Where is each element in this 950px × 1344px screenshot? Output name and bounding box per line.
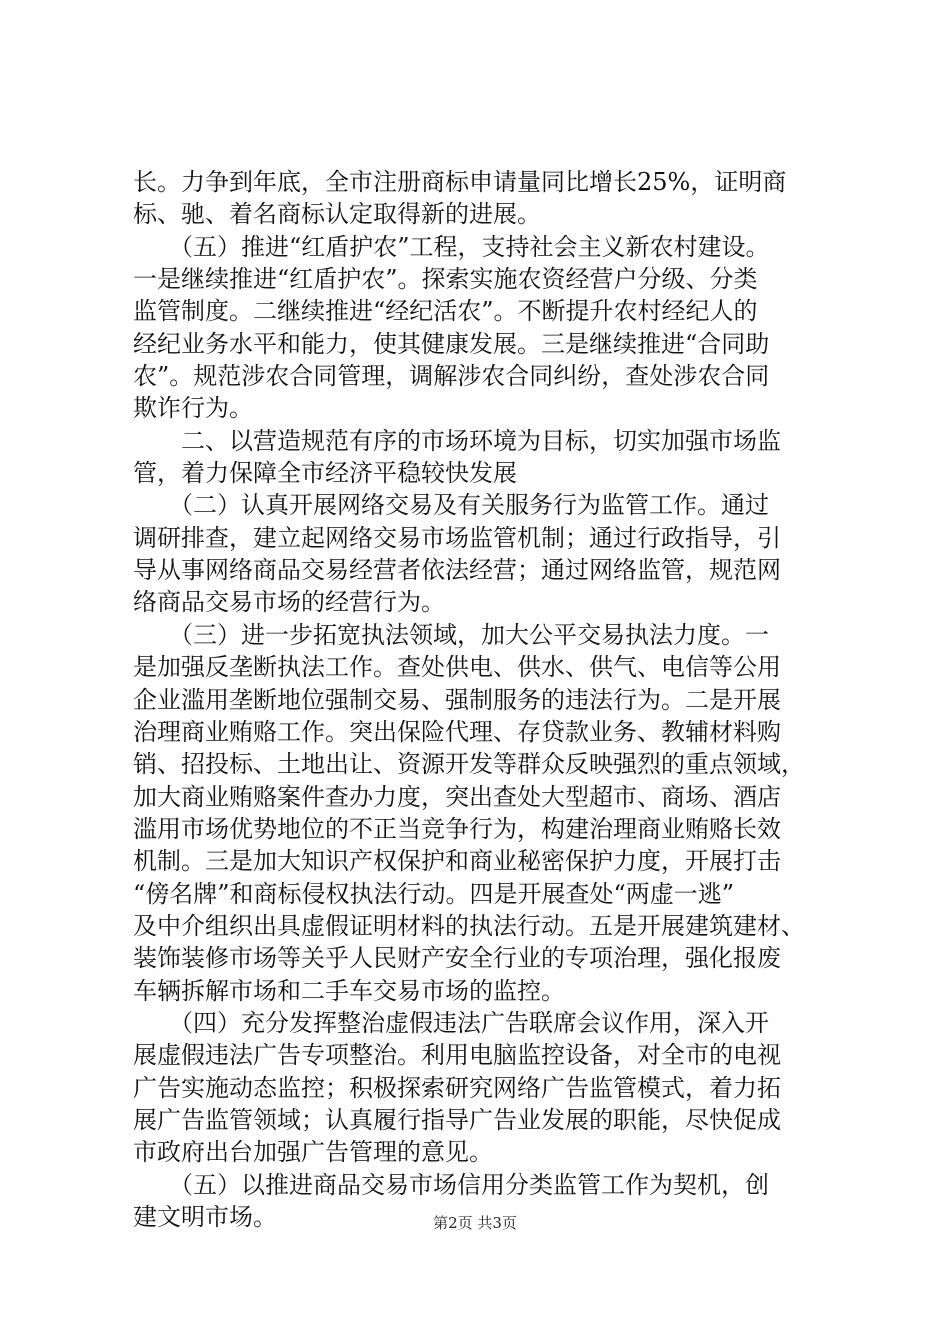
text-line: 装饰装修市场等关乎人民财产安全行业的专项治理，强化报废 (133, 944, 781, 973)
text-line: 监管制度。二继续推进“经纪活农”。不断提升农村经纪人的 (133, 297, 758, 326)
text-line: 二、以营造规范有序的市场环境为目标，切实加强市场监 (133, 426, 781, 455)
text-line: 是加强反垄断执法工作。查处供电、供水、供气、电信等公用 (133, 653, 781, 682)
text-line: （二）认真开展网络交易及有关服务行为监管工作。通过 (133, 491, 769, 520)
text-line: （五）以推进商品交易市场信用分类监管工作为契机，创 (133, 1170, 769, 1199)
text-line: 农”。规范涉农合同管理，调解涉农合同纠纷，查处涉农合同 (133, 362, 770, 391)
text-line: 欺诈行为。 (133, 394, 253, 423)
text-line: 及中介组织出具虚假证明材料的执法行动。五是开展建筑建材、 (133, 911, 805, 940)
text-line: 机制。三是加大知识产权保护和商业秘密保护力度，开展打击 (133, 847, 781, 876)
document-body (133, 166, 833, 1233)
page-footer: 第2页 共3页 (433, 1214, 517, 1232)
text-line: 广告实施动态监控；积极探索研究网络广告监管模式，着力拓 (133, 1073, 781, 1102)
text-line: 滥用市场优势地位的不正当竞争行为，构建治理商业贿赂长效 (133, 814, 781, 843)
text-line: 长。力争到年底，全市注册商标申请量同比增长25%，证明商 (133, 168, 787, 196)
text-line: 建文明市场。 (133, 1203, 277, 1231)
text-line: 市政府出台加强广告管理的意见。 (133, 1138, 493, 1167)
text-line: 一是继续推进“红盾护农”。探索实施农资经营户分级、分类 (133, 265, 758, 294)
text-line: 企业滥用垄断地位强制交易、强制服务的违法行为。二是开展 (133, 685, 781, 714)
text-line: 标、驰、着名商标认定取得新的进展。 (133, 200, 541, 229)
text-line: 导从事网络商品交易经营者依法经营；通过网络监管，规范网 (133, 556, 781, 585)
text-line: 治理商业贿赂工作。突出保险代理、存贷款业务、教辅材料购 (133, 717, 781, 746)
text-line: 车辆拆解市场和二手车交易市场的监控。 (133, 976, 565, 1005)
text-line: 加大商业贿赂案件查办力度，突出查处大型超市、商场、酒店 (133, 782, 781, 811)
text-line: 销、招投标、土地出让、资源开发等群众反映强烈的重点领域， (133, 750, 805, 779)
text-line: （四）充分发挥整治虚假违法广告联席会议作用，深入开 (133, 1008, 769, 1037)
text-line: 展广告监管领域；认真履行指导广告业发展的职能，尽快促成 (133, 1105, 781, 1134)
text-line: （三）进一步拓宽执法领域，加大公平交易执法力度。一 (133, 620, 769, 649)
text-line: 络商品交易市场的经营行为。 (133, 588, 445, 617)
text-line: 管，着力保障全市经济平稳较快发展 (133, 459, 517, 488)
text-line: 调研排查，建立起网络交易市场监管机制；通过行政指导，引 (133, 523, 781, 552)
text-line: “傍名牌”和商标侵权执法行动。四是开展查处“两虚一逃” (133, 879, 735, 908)
text-line: （五）推进“红盾护农”工程，支持社会主义新农村建设。 (133, 232, 770, 261)
text-line: 展虚假违法广告专项整治。利用电脑监控设备，对全市的电视 (133, 1041, 781, 1070)
text-line: 经纪业务水平和能力，使其健康发展。三是继续推进“合同助 (133, 329, 770, 358)
